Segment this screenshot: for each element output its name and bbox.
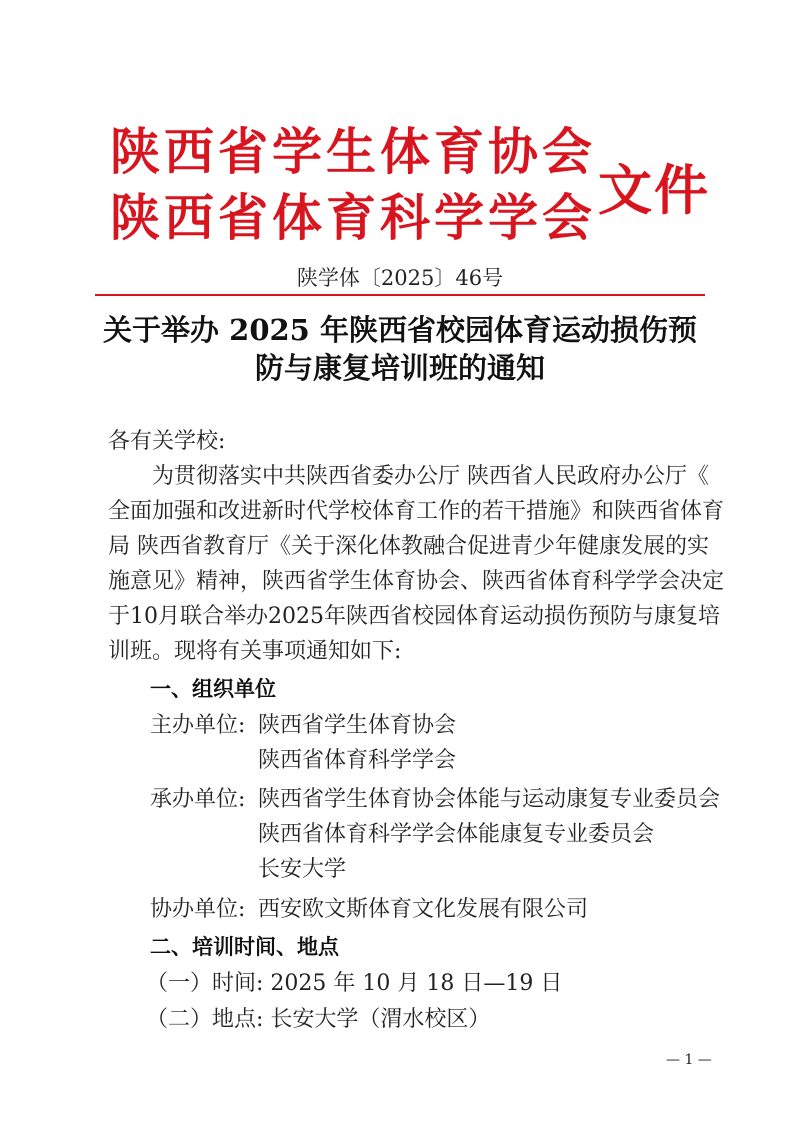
doc-number: 陕学体〔2025〕46号 — [296, 266, 504, 290]
host-label: 主办单位: — [150, 713, 246, 738]
header-org-line1: 陕西省学生体育协会 — [110, 122, 596, 181]
intro-line-1: 为贯彻落实中共陕西省委办公厅 陕西省人民政府办公厅《 — [152, 464, 709, 489]
intro-line-2: 全面加强和改进新时代学校体育工作的若干措施》和陕西省体育 — [108, 499, 725, 524]
title-line1: 关于举办 2025 年陕西省校园体育运动损伤预 — [103, 313, 697, 347]
intro-line-4: 施意见》精神，陕西省学生体育协会、陕西省体育科学学会决定 — [108, 569, 725, 594]
co-organizer-1: 西安欧文斯体育文化发展有限公司 — [258, 897, 589, 922]
intro-line-3: 局 陕西省教育厅《关于深化体教融合促进青少年健康发展的实 — [108, 534, 709, 559]
organizer-3: 长安大学 — [258, 857, 347, 882]
time-line: （一）时间: 2025 年 10 月 18 日—19 日 — [146, 971, 563, 996]
organizer-label: 承办单位: — [150, 787, 246, 812]
header-doc-label: 文件 — [598, 158, 710, 222]
salutation: 各有关学校: — [108, 429, 226, 454]
header-org-line2: 陕西省体育科学学会 — [110, 188, 596, 247]
co-organizer-label: 协办单位: — [150, 897, 246, 922]
intro-line-6: 训班。现将有关事项通知如下: — [108, 639, 402, 664]
organizer-1: 陕西省学生体育协会体能与运动康复专业委员会 — [258, 787, 721, 812]
red-divider — [95, 294, 705, 296]
intro-line-5: 于10月联合举办2025年陕西省校园体育运动损伤预防与康复培 — [108, 604, 720, 629]
title-line2: 防与康复培训班的通知 — [254, 351, 545, 385]
page-number: — 1 — — [666, 1052, 712, 1068]
place-line: （二）地点: 长安大学（渭水校区） — [146, 1007, 491, 1032]
organizer-2: 陕西省体育科学学会体能康复专业委员会 — [258, 822, 655, 847]
section2-heading: 二、培训时间、地点 — [150, 935, 339, 959]
host-1: 陕西省学生体育协会 — [258, 713, 457, 738]
host-2: 陕西省体育科学学会 — [258, 748, 457, 773]
section1-heading: 一、组织单位 — [150, 677, 276, 701]
